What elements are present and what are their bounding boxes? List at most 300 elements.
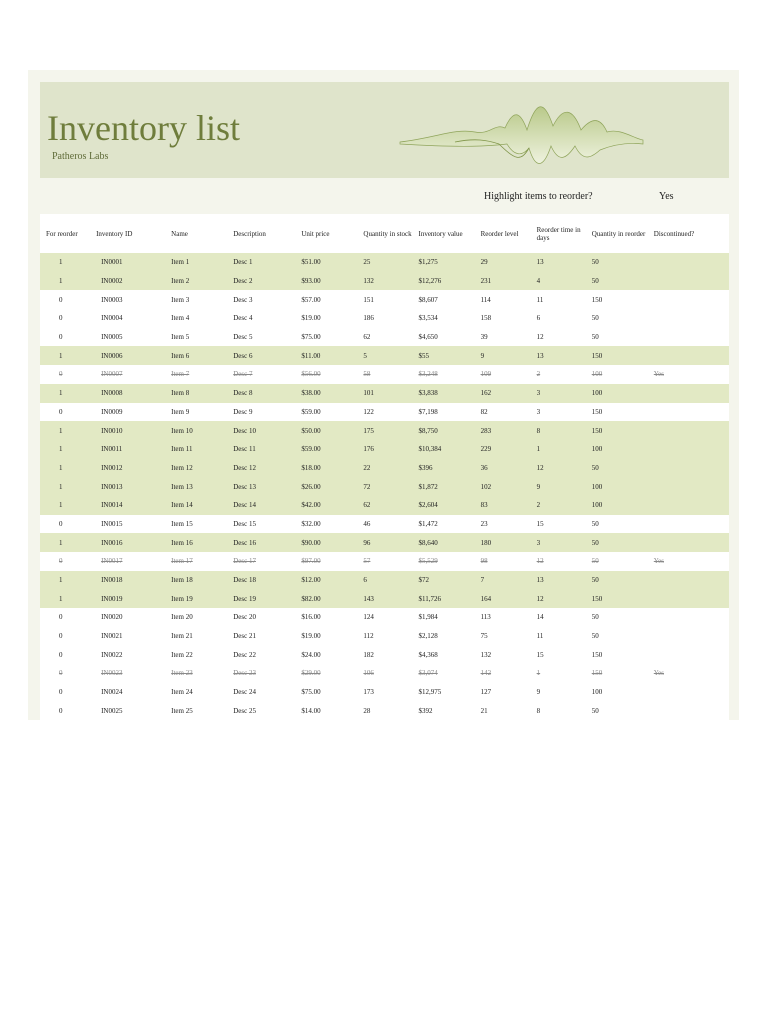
cell-description[interactable]: Desc 20	[233, 613, 256, 622]
cell-unit-price[interactable]: $26.00	[301, 482, 321, 491]
cell-inventory-value[interactable]: $1,275	[418, 258, 438, 267]
cell-description[interactable]: Desc 16	[233, 538, 256, 547]
cell-unit-price[interactable]: $57.00	[301, 295, 321, 304]
cell-description[interactable]: Desc 2	[233, 277, 253, 286]
cell-quantity-in-reorder[interactable]: 50	[591, 576, 599, 585]
cell-unit-price[interactable]: $11.00	[301, 351, 321, 360]
cell-name[interactable]: Item 11	[171, 445, 193, 454]
cell-description[interactable]: Desc 3	[233, 295, 253, 304]
cell-unit-price[interactable]: $32.00	[301, 519, 321, 528]
cell-reorder-time-in-days[interactable]: 4	[536, 277, 541, 286]
cell-quantity-in-stock[interactable]: 175	[363, 426, 374, 435]
table-row[interactable]	[40, 552, 729, 571]
table-row[interactable]	[40, 309, 729, 328]
table-row[interactable]	[40, 515, 729, 534]
col-header[interactable]: Description	[233, 229, 266, 238]
cell-reorder-time-in-days[interactable]: 9	[536, 688, 541, 697]
cell-description[interactable]: Desc 19	[233, 594, 256, 603]
cell-reorder-time-in-days[interactable]: 12	[536, 557, 544, 566]
cell-for-reorder[interactable]: 1	[59, 594, 63, 603]
cell-reorder-level[interactable]: 114	[480, 295, 491, 304]
cell-quantity-in-reorder[interactable]: 50	[591, 314, 599, 323]
cell-reorder-level[interactable]: 127	[480, 688, 492, 697]
cell-name[interactable]: Item 18	[171, 576, 193, 585]
col-header[interactable]: Reorder time in days	[536, 225, 581, 242]
cell-reorder-level[interactable]: 162	[480, 389, 492, 398]
cell-quantity-in-reorder[interactable]: 150	[591, 407, 603, 416]
cell-discontinued[interactable]	[648, 571, 729, 590]
cell-for-reorder[interactable]: 1	[59, 576, 63, 585]
cell-reorder-time-in-days[interactable]: 15	[536, 650, 544, 659]
cell-inventory-value[interactable]: $396	[418, 463, 433, 472]
cell-inventory-id[interactable]: IN0018	[101, 576, 123, 585]
cell-name[interactable]: Item 13	[171, 482, 193, 491]
cell-unit-price[interactable]: $75.00	[301, 688, 321, 697]
cell-description[interactable]: Desc 17	[233, 557, 256, 566]
cell-discontinued[interactable]	[648, 702, 729, 721]
cell-quantity-in-stock[interactable]: 122	[363, 407, 374, 416]
cell-inventory-id[interactable]: IN0025	[101, 706, 123, 715]
cell-reorder-level[interactable]: 98	[480, 557, 488, 566]
cell-quantity-in-reorder[interactable]: 100	[591, 389, 603, 398]
cell-quantity-in-reorder[interactable]: 100	[591, 482, 603, 491]
cell-unit-price[interactable]: $59.00	[301, 407, 321, 416]
cell-quantity-in-stock[interactable]: 112	[363, 632, 374, 641]
cell-reorder-level[interactable]: 83	[480, 501, 488, 510]
cell-inventory-value[interactable]: $2,128	[418, 632, 438, 641]
cell-description[interactable]: Desc 6	[233, 351, 253, 360]
cell-quantity-in-reorder[interactable]: 150	[591, 426, 603, 435]
cell-quantity-in-stock[interactable]: 96	[363, 538, 371, 547]
cell-unit-price[interactable]: $12.00	[301, 576, 321, 585]
cell-description[interactable]: Desc 11	[233, 445, 256, 454]
cell-quantity-in-reorder[interactable]: 50	[591, 258, 599, 267]
cell-reorder-time-in-days[interactable]: 11	[536, 295, 544, 304]
cell-discontinued[interactable]	[648, 477, 729, 496]
cell-reorder-level[interactable]: 113	[480, 613, 491, 622]
cell-for-reorder[interactable]: 1	[59, 445, 63, 454]
cell-reorder-time-in-days[interactable]: 15	[536, 519, 544, 528]
cell-for-reorder[interactable]: 1	[59, 463, 63, 472]
cell-reorder-level[interactable]: 283	[480, 426, 492, 435]
cell-unit-price[interactable]: $50.00	[301, 426, 321, 435]
cell-discontinued[interactable]	[648, 346, 729, 365]
table-row[interactable]	[40, 683, 729, 702]
cell-inventory-value[interactable]: $3,074	[418, 669, 438, 678]
table-row[interactable]	[40, 253, 729, 272]
cell-reorder-level[interactable]: 75	[480, 632, 488, 641]
table-row[interactable]	[40, 346, 729, 365]
cell-discontinued[interactable]	[648, 459, 729, 478]
cell-reorder-level[interactable]: 102	[480, 482, 492, 491]
cell-name[interactable]: Item 19	[171, 594, 193, 603]
cell-reorder-time-in-days[interactable]: 14	[536, 613, 544, 622]
cell-unit-price[interactable]: $38.00	[301, 389, 321, 398]
cell-inventory-id[interactable]: IN0019	[101, 594, 123, 603]
cell-description[interactable]: Desc 4	[233, 314, 253, 323]
cell-inventory-id[interactable]: IN0023	[101, 669, 123, 678]
cell-quantity-in-stock[interactable]: 5	[363, 351, 367, 360]
cell-discontinued[interactable]	[648, 589, 729, 608]
cell-unit-price[interactable]: $90.00	[301, 538, 321, 547]
cell-for-reorder[interactable]: 0	[59, 314, 63, 323]
cell-for-reorder[interactable]: 0	[59, 557, 63, 566]
cell-inventory-value[interactable]: $12,975	[418, 688, 442, 697]
cell-quantity-in-stock[interactable]: 151	[363, 295, 374, 304]
cell-discontinued[interactable]	[648, 683, 729, 702]
cell-quantity-in-reorder[interactable]: 50	[591, 277, 599, 286]
cell-discontinued[interactable]	[648, 403, 729, 422]
cell-unit-price[interactable]: $56.00	[301, 370, 321, 379]
cell-reorder-level[interactable]: 7	[480, 576, 485, 585]
cell-inventory-id[interactable]: IN0008	[101, 389, 123, 398]
cell-quantity-in-reorder[interactable]: 150	[591, 594, 603, 603]
cell-reorder-time-in-days[interactable]: 13	[536, 576, 544, 585]
cell-quantity-in-stock[interactable]: 58	[363, 370, 371, 379]
cell-description[interactable]: Desc 18	[233, 576, 256, 585]
cell-inventory-id[interactable]: IN0006	[101, 351, 123, 360]
table-row[interactable]	[40, 440, 729, 459]
cell-inventory-value[interactable]: $5,529	[418, 557, 438, 566]
cell-for-reorder[interactable]: 1	[59, 501, 63, 510]
cell-quantity-in-stock[interactable]: 6	[363, 576, 367, 585]
cell-unit-price[interactable]: $29.00	[301, 669, 321, 678]
cell-quantity-in-stock[interactable]: 46	[363, 519, 371, 528]
cell-name[interactable]: Item 5	[171, 333, 190, 342]
cell-inventory-value[interactable]: $1,872	[418, 482, 438, 491]
cell-for-reorder[interactable]: 0	[59, 650, 63, 659]
cell-inventory-value[interactable]: $4,650	[418, 333, 438, 342]
cell-discontinued[interactable]: Yes	[653, 557, 664, 566]
cell-inventory-value[interactable]: $2,604	[418, 501, 438, 510]
cell-discontinued[interactable]	[648, 533, 729, 552]
col-header[interactable]: Discontinued?	[653, 229, 695, 238]
cell-for-reorder[interactable]: 1	[59, 538, 63, 547]
cell-for-reorder[interactable]: 0	[59, 706, 63, 715]
cell-inventory-id[interactable]: IN0013	[101, 482, 123, 491]
cell-unit-price[interactable]: $19.00	[301, 314, 321, 323]
cell-for-reorder[interactable]: 0	[59, 519, 63, 528]
table-row[interactable]	[40, 365, 729, 384]
cell-for-reorder[interactable]: 1	[59, 389, 63, 398]
cell-name[interactable]: Item 22	[171, 650, 193, 659]
cell-quantity-in-stock[interactable]: 186	[363, 314, 374, 323]
cell-discontinued[interactable]	[648, 496, 729, 515]
cell-discontinued[interactable]	[648, 645, 729, 664]
col-header[interactable]: Reorder level	[480, 229, 519, 238]
cell-reorder-time-in-days[interactable]: 2	[536, 370, 541, 379]
col-header[interactable]: Unit price	[301, 229, 330, 238]
cell-inventory-id[interactable]: IN0002	[101, 277, 123, 286]
table-row[interactable]	[40, 421, 729, 440]
cell-inventory-value[interactable]: $72	[418, 576, 429, 585]
cell-discontinued[interactable]: Yes	[653, 669, 664, 678]
cell-inventory-id[interactable]: IN0004	[101, 314, 123, 323]
cell-unit-price[interactable]: $51.00	[301, 258, 321, 267]
cell-inventory-value[interactable]: $1,984	[418, 613, 438, 622]
highlight-reorder-value[interactable]: Yes	[659, 191, 674, 202]
cell-discontinued[interactable]	[648, 253, 729, 272]
cell-inventory-id[interactable]: IN0015	[101, 519, 123, 528]
cell-unit-price[interactable]: $82.00	[301, 594, 321, 603]
cell-for-reorder[interactable]: 0	[59, 613, 63, 622]
cell-quantity-in-reorder[interactable]: 50	[591, 557, 599, 566]
cell-reorder-level[interactable]: 39	[480, 333, 488, 342]
cell-quantity-in-stock[interactable]: 124	[363, 613, 374, 622]
cell-unit-price[interactable]: $59.00	[301, 445, 321, 454]
cell-name[interactable]: Item 8	[171, 389, 190, 398]
cell-reorder-time-in-days[interactable]: 3	[536, 538, 541, 547]
cell-description[interactable]: Desc 25	[233, 706, 256, 715]
cell-quantity-in-reorder[interactable]: 150	[591, 650, 603, 659]
table-row[interactable]	[40, 290, 729, 309]
cell-quantity-in-reorder[interactable]: 100	[591, 688, 603, 697]
cell-quantity-in-stock[interactable]: 62	[363, 333, 371, 342]
cell-inventory-id[interactable]: IN0024	[101, 688, 123, 697]
cell-reorder-level[interactable]: 229	[480, 445, 492, 454]
cell-inventory-value[interactable]: $3,534	[418, 314, 438, 323]
cell-for-reorder[interactable]: 1	[59, 351, 63, 360]
cell-description[interactable]: Desc 5	[233, 333, 253, 342]
cell-name[interactable]: Item 10	[171, 426, 193, 435]
cell-reorder-level[interactable]: 82	[480, 407, 488, 416]
col-header[interactable]: Inventory value	[418, 229, 463, 238]
cell-inventory-id[interactable]: IN0011	[101, 445, 123, 454]
cell-name[interactable]: Item 1	[171, 258, 190, 267]
cell-quantity-in-reorder[interactable]: 50	[591, 613, 599, 622]
cell-description[interactable]: Desc 21	[233, 632, 256, 641]
table-row[interactable]	[40, 403, 729, 422]
cell-name[interactable]: Item 4	[171, 314, 190, 323]
cell-inventory-value[interactable]: $7,198	[418, 407, 438, 416]
cell-inventory-id[interactable]: IN0016	[101, 538, 123, 547]
cell-inventory-id[interactable]: IN0014	[101, 501, 123, 510]
cell-name[interactable]: Item 17	[171, 557, 193, 566]
cell-description[interactable]: Desc 7	[233, 370, 253, 379]
col-header[interactable]: Quantity in reorder	[591, 229, 646, 238]
cell-unit-price[interactable]: $18.00	[301, 463, 321, 472]
cell-inventory-id[interactable]: IN0010	[101, 426, 123, 435]
cell-name[interactable]: Item 16	[171, 538, 193, 547]
cell-quantity-in-stock[interactable]: 182	[363, 650, 374, 659]
cell-reorder-time-in-days[interactable]: 12	[536, 333, 544, 342]
table-row[interactable]	[40, 328, 729, 347]
cell-reorder-time-in-days[interactable]: 3	[536, 389, 541, 398]
cell-for-reorder[interactable]: 0	[59, 295, 63, 304]
cell-unit-price[interactable]: $42.00	[301, 501, 321, 510]
cell-reorder-time-in-days[interactable]: 6	[536, 314, 541, 323]
cell-quantity-in-reorder[interactable]: 50	[591, 463, 599, 472]
cell-inventory-id[interactable]: IN0007	[101, 370, 123, 379]
cell-inventory-id[interactable]: IN0017	[101, 557, 123, 566]
cell-inventory-value[interactable]: $11,726	[418, 594, 441, 603]
cell-for-reorder[interactable]: 0	[59, 632, 63, 641]
cell-discontinued[interactable]	[648, 328, 729, 347]
cell-inventory-value[interactable]: $8,640	[418, 538, 438, 547]
cell-discontinued[interactable]: Yes	[653, 370, 664, 379]
cell-name[interactable]: Item 20	[171, 613, 193, 622]
cell-discontinued[interactable]	[648, 515, 729, 534]
table-row[interactable]	[40, 608, 729, 627]
cell-reorder-level[interactable]: 164	[480, 594, 492, 603]
cell-quantity-in-stock[interactable]: 72	[363, 482, 371, 491]
cell-quantity-in-stock[interactable]: 106	[363, 669, 374, 678]
cell-reorder-level[interactable]: 109	[480, 370, 492, 379]
table-row[interactable]	[40, 702, 729, 721]
cell-inventory-id[interactable]: IN0003	[101, 295, 123, 304]
cell-for-reorder[interactable]: 0	[59, 669, 63, 678]
cell-reorder-level[interactable]: 23	[480, 519, 488, 528]
cell-inventory-value[interactable]: $12,276	[418, 277, 442, 286]
cell-name[interactable]: Item 9	[171, 407, 190, 416]
cell-reorder-time-in-days[interactable]: 12	[536, 463, 544, 472]
cell-inventory-id[interactable]: IN0009	[101, 407, 123, 416]
cell-reorder-level[interactable]: 29	[480, 258, 488, 267]
cell-name[interactable]: Item 15	[171, 519, 193, 528]
cell-description[interactable]: Desc 13	[233, 482, 256, 491]
cell-reorder-level[interactable]: 36	[480, 463, 488, 472]
cell-description[interactable]: Desc 15	[233, 519, 256, 528]
cell-quantity-in-stock[interactable]: 28	[363, 706, 371, 715]
cell-reorder-level[interactable]: 180	[480, 538, 492, 547]
cell-quantity-in-reorder[interactable]: 100	[591, 501, 603, 510]
cell-description[interactable]: Desc 9	[233, 407, 253, 416]
cell-discontinued[interactable]	[648, 608, 729, 627]
col-header[interactable]: Name	[171, 229, 188, 238]
cell-quantity-in-reorder[interactable]: 50	[591, 706, 599, 715]
cell-quantity-in-stock[interactable]: 57	[363, 557, 371, 566]
cell-quantity-in-reorder[interactable]: 100	[591, 445, 603, 454]
cell-reorder-level[interactable]: 158	[480, 314, 492, 323]
cell-reorder-time-in-days[interactable]: 3	[536, 407, 541, 416]
cell-unit-price[interactable]: $14.00	[301, 706, 321, 715]
col-header[interactable]: For reorder	[46, 229, 78, 238]
cell-unit-price[interactable]: $75.00	[301, 333, 321, 342]
cell-name[interactable]: Item 2	[171, 277, 190, 286]
cell-quantity-in-stock[interactable]: 101	[363, 389, 374, 398]
table-row[interactable]	[40, 589, 729, 608]
cell-description[interactable]: Desc 22	[233, 650, 256, 659]
cell-quantity-in-reorder[interactable]: 150	[591, 295, 603, 304]
cell-reorder-level[interactable]: 142	[480, 669, 492, 678]
cell-quantity-in-reorder[interactable]: 150	[591, 669, 603, 678]
cell-reorder-time-in-days[interactable]: 13	[536, 351, 544, 360]
cell-reorder-level[interactable]: 9	[480, 351, 485, 360]
cell-name[interactable]: Item 25	[171, 706, 193, 715]
cell-unit-price[interactable]: $16.00	[301, 613, 321, 622]
cell-inventory-value[interactable]: $8,750	[418, 426, 438, 435]
cell-quantity-in-stock[interactable]: 173	[363, 688, 374, 697]
table-row[interactable]	[40, 459, 729, 478]
cell-inventory-id[interactable]: IN0020	[101, 613, 123, 622]
cell-inventory-value[interactable]: $1,472	[418, 519, 438, 528]
cell-name[interactable]: Item 12	[171, 463, 193, 472]
cell-for-reorder[interactable]: 0	[59, 370, 63, 379]
cell-inventory-id[interactable]: IN0021	[101, 632, 123, 641]
cell-inventory-value[interactable]: $392	[418, 706, 433, 715]
cell-name[interactable]: Item 3	[171, 295, 190, 304]
cell-for-reorder[interactable]: 1	[59, 258, 63, 267]
cell-discontinued[interactable]	[648, 421, 729, 440]
cell-unit-price[interactable]: $97.00	[301, 557, 321, 566]
cell-quantity-in-reorder[interactable]: 100	[591, 370, 603, 379]
cell-quantity-in-stock[interactable]: 62	[363, 501, 371, 510]
cell-description[interactable]: Desc 8	[233, 389, 253, 398]
cell-quantity-in-stock[interactable]: 176	[363, 445, 374, 454]
cell-reorder-level[interactable]: 231	[480, 277, 492, 286]
table-row[interactable]	[40, 664, 729, 683]
cell-reorder-time-in-days[interactable]: 8	[536, 426, 541, 435]
cell-reorder-time-in-days[interactable]: 1	[536, 669, 541, 678]
cell-reorder-time-in-days[interactable]: 11	[536, 632, 544, 641]
cell-for-reorder[interactable]: 0	[59, 688, 63, 697]
cell-reorder-time-in-days[interactable]: 2	[536, 501, 541, 510]
cell-inventory-value[interactable]: $55	[418, 351, 429, 360]
cell-quantity-in-stock[interactable]: 132	[363, 277, 374, 286]
cell-description[interactable]: Desc 10	[233, 426, 256, 435]
table-row[interactable]	[40, 272, 729, 291]
cell-reorder-time-in-days[interactable]: 12	[536, 594, 544, 603]
cell-unit-price[interactable]: $24.00	[301, 650, 321, 659]
cell-inventory-id[interactable]: IN0022	[101, 650, 123, 659]
cell-discontinued[interactable]	[648, 290, 729, 309]
cell-discontinued[interactable]	[648, 627, 729, 646]
cell-quantity-in-stock[interactable]: 143	[363, 594, 374, 603]
col-header[interactable]: Quantity in stock	[363, 229, 412, 238]
cell-quantity-in-reorder[interactable]: 50	[591, 333, 599, 342]
cell-description[interactable]: Desc 12	[233, 463, 256, 472]
cell-discontinued[interactable]	[648, 440, 729, 459]
cell-name[interactable]: Item 24	[171, 688, 193, 697]
cell-reorder-level[interactable]: 132	[480, 650, 492, 659]
cell-discontinued[interactable]	[648, 384, 729, 403]
table-row[interactable]	[40, 571, 729, 590]
cell-inventory-value[interactable]: $4,368	[418, 650, 438, 659]
cell-reorder-time-in-days[interactable]: 8	[536, 706, 541, 715]
table-row[interactable]	[40, 533, 729, 552]
cell-unit-price[interactable]: $93.00	[301, 277, 321, 286]
cell-description[interactable]: Desc 14	[233, 501, 256, 510]
cell-discontinued[interactable]	[648, 272, 729, 291]
cell-for-reorder[interactable]: 1	[59, 482, 63, 491]
col-header[interactable]: Inventory ID	[96, 229, 133, 238]
cell-name[interactable]: Item 21	[171, 632, 193, 641]
table-row[interactable]	[40, 384, 729, 403]
cell-inventory-id[interactable]: IN0012	[101, 463, 123, 472]
cell-name[interactable]: Item 7	[171, 370, 190, 379]
cell-reorder-time-in-days[interactable]: 9	[536, 482, 541, 491]
cell-inventory-value[interactable]: $8,607	[418, 295, 438, 304]
cell-reorder-time-in-days[interactable]: 1	[536, 445, 541, 454]
table-row[interactable]	[40, 627, 729, 646]
table-row[interactable]	[40, 645, 729, 664]
cell-name[interactable]: Item 6	[171, 351, 190, 360]
cell-inventory-value[interactable]: $3,838	[418, 389, 438, 398]
cell-inventory-value[interactable]: $3,248	[418, 370, 438, 379]
cell-for-reorder[interactable]: 0	[59, 333, 63, 342]
cell-unit-price[interactable]: $19.00	[301, 632, 321, 641]
cell-quantity-in-stock[interactable]: 25	[363, 258, 371, 267]
cell-for-reorder[interactable]: 0	[59, 407, 63, 416]
table-row[interactable]	[40, 477, 729, 496]
cell-reorder-time-in-days[interactable]: 13	[536, 258, 544, 267]
cell-description[interactable]: Desc 24	[233, 688, 256, 697]
cell-name[interactable]: Item 14	[171, 501, 193, 510]
cell-quantity-in-stock[interactable]: 22	[363, 463, 371, 472]
cell-name[interactable]: Item 23	[171, 669, 193, 678]
cell-quantity-in-reorder[interactable]: 50	[591, 632, 599, 641]
cell-reorder-level[interactable]: 21	[480, 706, 488, 715]
